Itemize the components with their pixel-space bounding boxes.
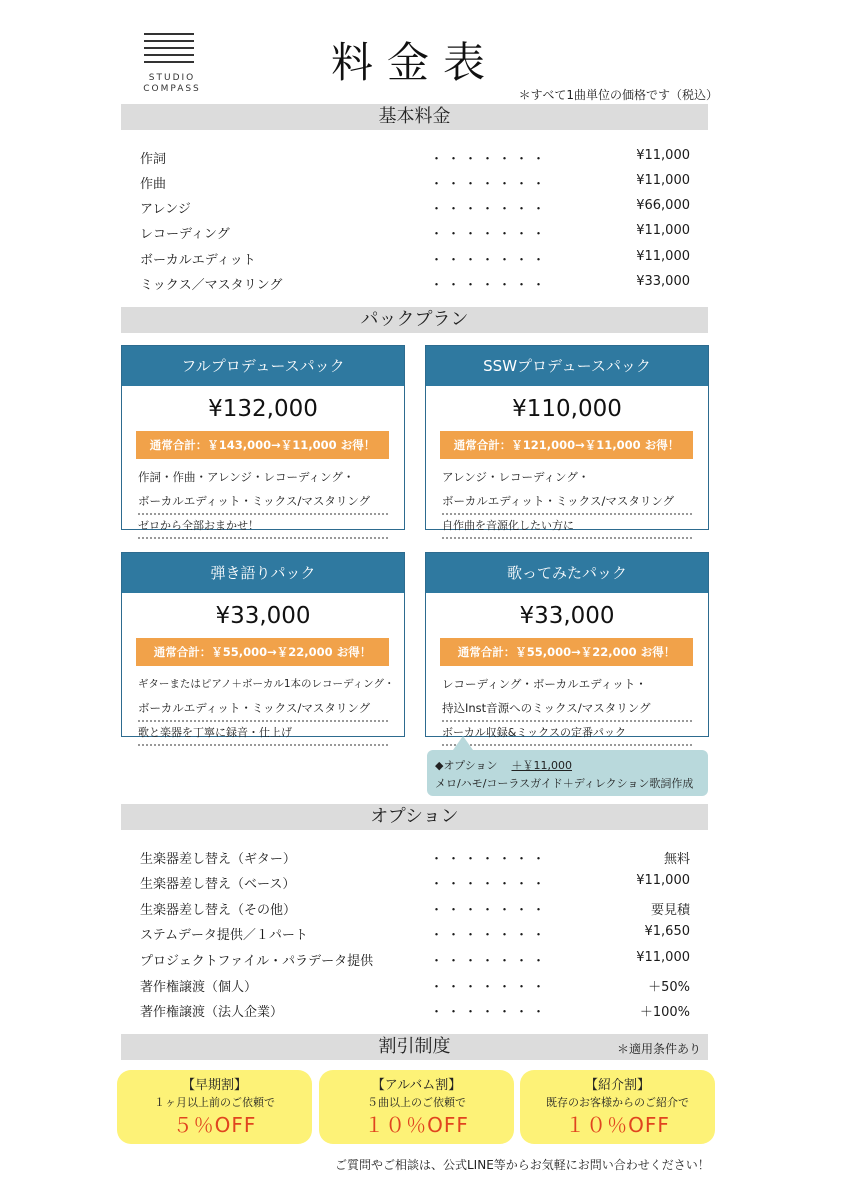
option-callout-label: ◆オプション (435, 759, 498, 772)
discount-album (319, 1070, 514, 1144)
discount-title: 【紹介割】 (584, 1078, 650, 1093)
logo-text-line2: COMPASS (143, 84, 201, 94)
item-price: ¥11,000 (636, 223, 690, 238)
price-row (140, 1001, 690, 1026)
pack-deal-badge: 通常合計：￥55,000→￥22,000 お得！ (440, 638, 693, 666)
item-name: 生楽器差し替え（その他） (140, 903, 297, 918)
price-row (140, 148, 690, 173)
discount-off: ５％OFF (172, 1113, 257, 1137)
pack-content-line: ギターまたはピアノ＋ボーカル1本のレコーディング・ (138, 678, 395, 690)
leader-dots: ・・・・・・・ (430, 954, 550, 969)
price-row (140, 223, 690, 248)
item-price: ¥1,650 (644, 924, 690, 939)
item-price: ¥66,000 (636, 198, 690, 213)
item-price: ¥11,000 (636, 249, 690, 264)
option-callout-amount: ＋￥11,000 (511, 759, 572, 772)
discount-note: ＊適用条件あり (617, 1042, 702, 1056)
discount-title: 【アルバム割】 (371, 1078, 462, 1093)
discount-condition: ５曲以上のご依頼で (367, 1096, 466, 1109)
pack-subtitle: ゼロから全部おまかせ！ (138, 519, 259, 532)
callout-pointer (453, 736, 473, 750)
item-price: ＋50% (648, 980, 690, 995)
pack-price: ¥132,000 (208, 396, 318, 422)
item-name: 作曲 (140, 177, 167, 192)
price-row (140, 848, 690, 873)
pack-card-hikigatari (121, 552, 405, 737)
pack-card-utattemita (425, 552, 709, 737)
pack-price: ¥33,000 (215, 603, 311, 629)
price-row (140, 274, 690, 299)
pack-content-line: アレンジ・レコーディング・ (442, 470, 590, 484)
item-name: プロジェクトファイル・パラデータ提供 (140, 954, 374, 969)
leader-dots: ・・・・・・・ (430, 253, 550, 268)
item-name: 生楽器差し替え（ベース） (140, 877, 296, 892)
pack-title: 弾き語りパック (122, 553, 404, 593)
pack-card-full-produce (121, 345, 405, 530)
price-row (140, 249, 690, 274)
leader-dots: ・・・・・・・ (430, 152, 550, 167)
pack-content-line: 持込Inst音源へのミックス/マスタリング (442, 701, 651, 715)
pack-title: SSWプロデュースパック (426, 346, 708, 386)
pack-deal-badge: 通常合計：￥121,000→￥11,000 お得！ (440, 431, 693, 459)
pack-content-line: ボーカルエディット・ミックス/マスタリング (138, 701, 371, 715)
item-price: ¥11,000 (636, 873, 690, 888)
dotted-divider (442, 744, 692, 746)
discount-early (117, 1070, 312, 1144)
pack-deal-badge: 通常合計：￥55,000→￥22,000 お得！ (136, 638, 389, 666)
pack-subtitle: 自作曲を音源化したい方に (442, 519, 574, 532)
footer-contact-note: ご質問やご相談は、公式LINE等からお気軽にお問い合わせください！ (335, 1158, 710, 1172)
price-row (140, 198, 690, 223)
item-name: 著作権譲渡（法人企業） (140, 1005, 284, 1020)
studio-logo (140, 33, 204, 97)
section-pack: パックプラン (121, 307, 708, 333)
leader-dots: ・・・・・・・ (430, 903, 550, 918)
item-name: レコーディング (140, 227, 230, 242)
price-row (140, 173, 690, 198)
discount-off: １０％OFF (364, 1113, 469, 1137)
pack-deal-badge: 通常合計：￥143,000→￥11,000 お得！ (136, 431, 389, 459)
item-price: ＋100% (639, 1005, 690, 1020)
discount-off: １０％OFF (565, 1113, 670, 1137)
logo-lines-icon (144, 33, 194, 68)
item-name: 生楽器差し替え（ギター） (140, 852, 296, 867)
item-name: ボーカルエディット (140, 253, 256, 268)
pack-content-line: レコーディング・ボーカルエディット・ (442, 677, 647, 691)
pack-subtitle: 歌と楽器を丁寧に録音・仕上げ (138, 726, 292, 739)
tax-note: ＊すべて1曲単位の価格です（税込） (518, 88, 718, 102)
leader-dots: ・・・・・・・ (430, 877, 550, 892)
leader-dots: ・・・・・・・ (430, 278, 550, 293)
price-row (140, 976, 690, 1001)
item-name: ミックス／マスタリング (140, 278, 283, 293)
option-callout (427, 750, 708, 796)
price-row (140, 924, 690, 949)
section-basic: 基本料金 (121, 104, 708, 130)
item-price: ¥11,000 (636, 148, 690, 163)
item-name: 作詞 (140, 152, 167, 167)
discount-referral (520, 1070, 715, 1144)
pack-subtitle: ボーカル収録&ミックスの定番パック (442, 726, 627, 739)
discount-condition: 既存のお客様からのご紹介で (546, 1096, 689, 1109)
page-title: 料金表 (330, 38, 499, 87)
logo-text-line1: STUDIO (148, 73, 196, 83)
item-price: ¥33,000 (636, 274, 690, 289)
leader-dots: ・・・・・・・ (430, 1005, 550, 1020)
item-name: 著作権譲渡（個人） (140, 980, 258, 995)
leader-dots: ・・・・・・・ (430, 177, 550, 192)
pack-card-ssw-produce (425, 345, 709, 530)
item-price: 要見積 (650, 903, 690, 918)
item-price: ¥11,000 (636, 950, 690, 965)
pack-content-line: ボーカルエディット・ミックス/マスタリング (138, 494, 371, 508)
leader-dots: ・・・・・・・ (430, 928, 550, 943)
item-price: ¥11,000 (636, 173, 690, 188)
pack-content-line: 作詞・作曲・アレンジ・レコーディング・ (138, 470, 355, 484)
logo-text (140, 73, 204, 95)
item-name: アレンジ (140, 202, 191, 217)
option-callout-line1 (435, 757, 572, 773)
pack-title: フルプロデュースパック (122, 346, 404, 386)
price-row (140, 950, 690, 975)
pack-price: ¥33,000 (519, 603, 615, 629)
dotted-divider (138, 537, 388, 539)
discount-title: 【早期割】 (181, 1078, 247, 1093)
price-row (140, 873, 690, 898)
dotted-divider (442, 537, 692, 539)
leader-dots: ・・・・・・・ (430, 227, 550, 242)
item-price: 無料 (663, 852, 690, 867)
section-discount: 割引制度 (121, 1034, 708, 1060)
dotted-divider (138, 744, 388, 746)
leader-dots: ・・・・・・・ (430, 202, 550, 217)
option-callout-desc: メロ/ハモ/コーラスガイド＋ディレクション歌詞作成 (435, 777, 694, 790)
discount-condition: １ヶ月以上前のご依頼で (154, 1096, 275, 1109)
pack-price: ¥110,000 (512, 396, 622, 422)
leader-dots: ・・・・・・・ (430, 852, 550, 867)
price-row (140, 899, 690, 924)
leader-dots: ・・・・・・・ (430, 980, 550, 995)
pack-content-line: ボーカルエディット・ミックス/マスタリング (442, 494, 675, 508)
pack-title: 歌ってみたパック (426, 553, 708, 593)
item-name: ステムデータ提供／１パート (140, 928, 308, 943)
section-option: オプション (121, 804, 708, 830)
